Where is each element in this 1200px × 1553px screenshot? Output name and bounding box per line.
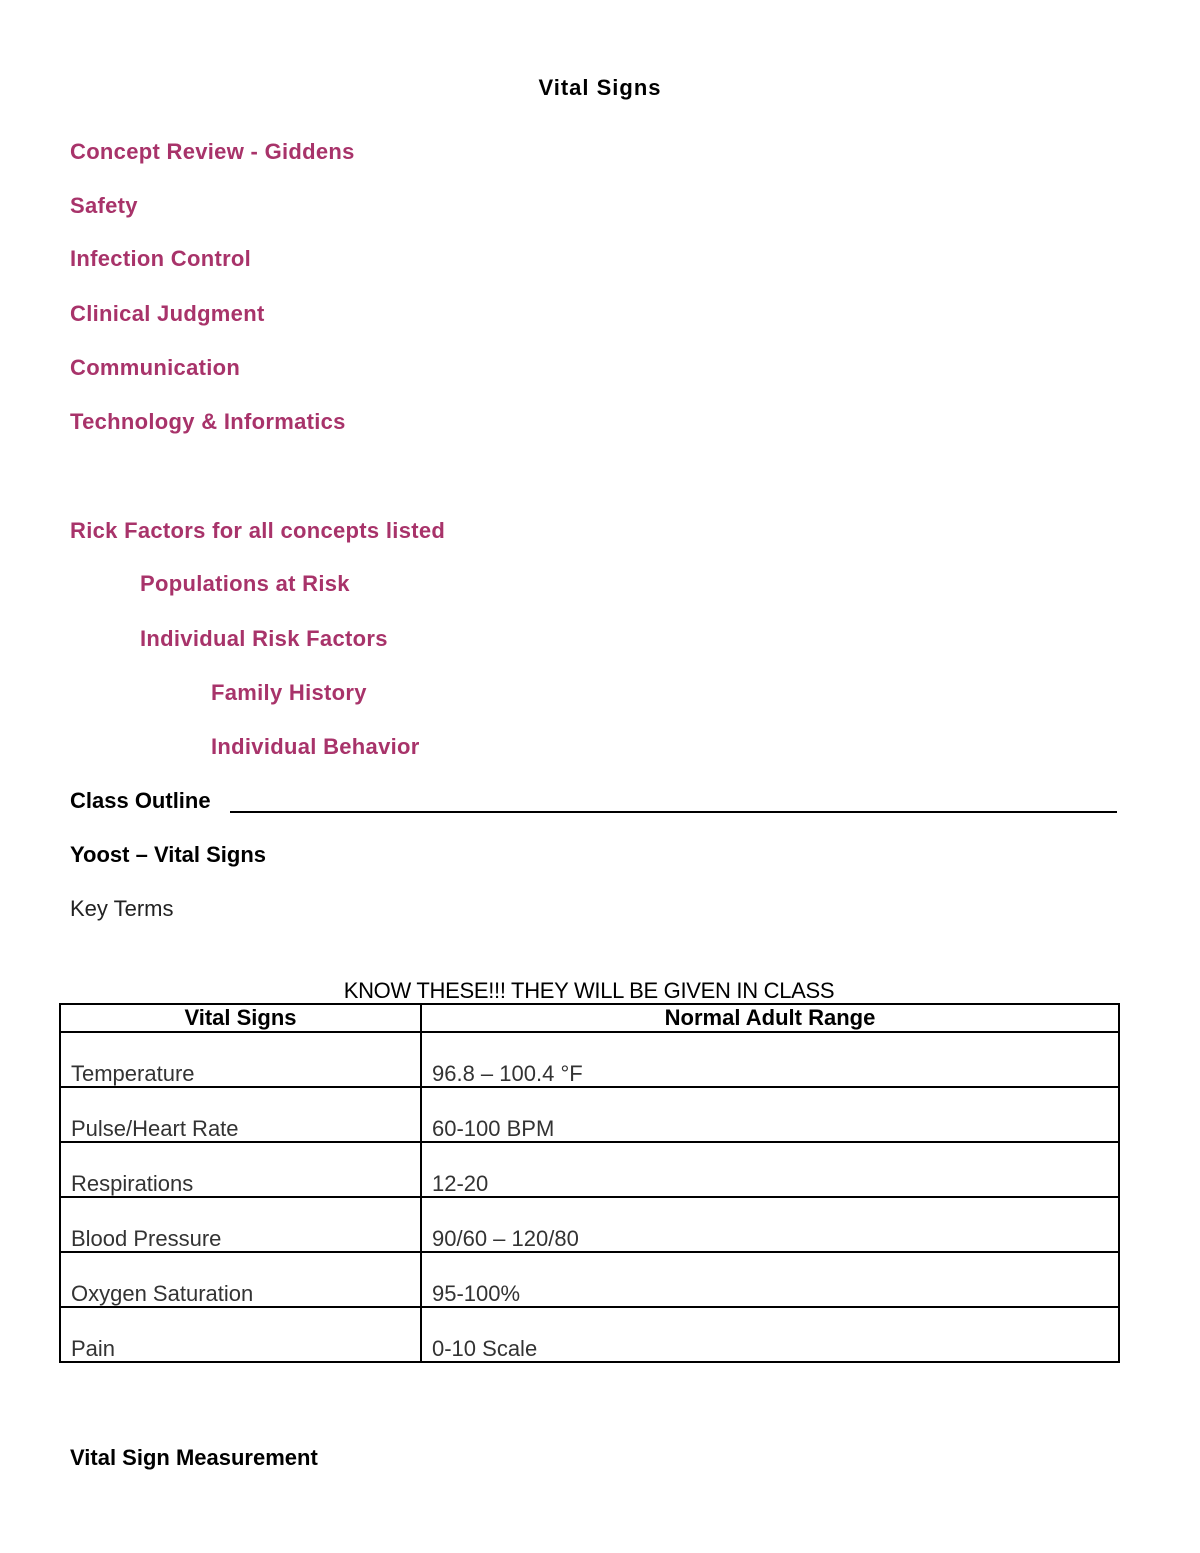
vital-sign-name: Pain: [60, 1307, 421, 1362]
vital-sign-range: 60-100 BPM: [421, 1087, 1119, 1142]
vital-sign-range: 12-20: [421, 1142, 1119, 1197]
risk-item-populations: Populations at Risk: [140, 571, 350, 596]
concept-safety: Safety: [70, 193, 138, 218]
vital-sign-name: Blood Pressure: [60, 1197, 421, 1252]
vital-sign-name: Temperature: [60, 1032, 421, 1087]
concept-technology-informatics: Technology & Informatics: [70, 409, 346, 434]
table-caption: KNOW THESE!!! THEY WILL BE GIVEN IN CLASS: [343, 978, 835, 1003]
table-row: [60, 1032, 1119, 1087]
vital-sign-name: Pulse/Heart Rate: [60, 1087, 421, 1142]
risk-item-individual-factors: Individual Risk Factors: [140, 626, 388, 651]
key-terms-label: Key Terms: [70, 896, 174, 921]
risk-subitem-individual-behavior: Individual Behavior: [211, 734, 420, 759]
concept-infection-control: Infection Control: [70, 246, 252, 271]
header-vital-signs: Vital Signs: [60, 1004, 421, 1032]
table-row: [60, 1142, 1119, 1197]
vital-sign-range: 95-100%: [421, 1252, 1119, 1307]
vital-sign-name: Respirations: [60, 1142, 421, 1197]
vital-signs-table: [59, 1003, 1120, 1363]
class-outline-label: Class Outline: [70, 788, 211, 813]
class-outline-blank-line: [230, 811, 1117, 813]
vital-sign-range: 0-10 Scale: [421, 1307, 1119, 1362]
table-row: [60, 1197, 1119, 1252]
vital-sign-range: 90/60 – 120/80: [421, 1197, 1119, 1252]
vital-sign-measurement-heading: Vital Sign Measurement: [70, 1445, 318, 1470]
table-row: [60, 1307, 1119, 1362]
yoost-heading: Yoost – Vital Signs: [70, 842, 267, 867]
page-title: Vital Signs: [538, 75, 662, 100]
vital-sign-range: 96.8 – 100.4 °F: [421, 1032, 1119, 1087]
table-row: [60, 1087, 1119, 1142]
header-normal-adult-range: Normal Adult Range: [421, 1004, 1119, 1032]
concept-review-heading: Concept Review - Giddens: [70, 139, 355, 164]
concept-clinical-judgment: Clinical Judgment: [70, 301, 265, 326]
table-row: [60, 1252, 1119, 1307]
table-header-row: [60, 1004, 1119, 1032]
concept-communication: Communication: [70, 355, 241, 380]
risk-factors-heading: Rick Factors for all concepts listed: [70, 518, 446, 543]
risk-subitem-family-history: Family History: [211, 680, 367, 705]
vital-sign-name: Oxygen Saturation: [60, 1252, 421, 1307]
